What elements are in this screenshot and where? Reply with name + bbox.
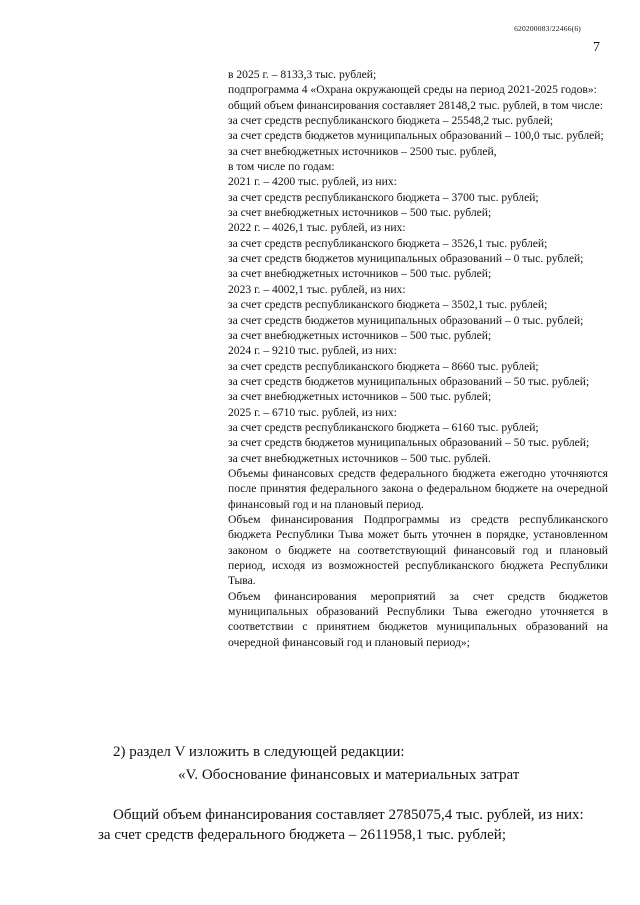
note-republican-budget: Объем финансирования Подпрограммы из средств республиканского бюджета Республики Тыва может быть уточнен в порядке, установленном законом о бюджете на соответствующий финансовый год и плановый период, исходя из возможностей республиканского бюджета Республики Тыва.: [228, 512, 608, 588]
year-2023-total: 2023 г. – 4002,1 тыс. рублей, из них:: [228, 282, 406, 296]
year-2025-total: 2025 г. – 6710 тыс. рублей, из них:: [228, 405, 397, 419]
line-by-years: в том числе по годам:: [228, 160, 335, 174]
document-id: 620200083/22466(6): [514, 24, 581, 33]
total-financing: Общий объем финансирования составляет 2785075,4 тыс. рублей, из них:: [113, 807, 584, 823]
page-number: 7: [593, 40, 600, 55]
line-republican: за счет средств республиканского бюджета – 25548,2 тыс. рублей;: [228, 114, 554, 128]
year-2024-total: 2024 г. – 9210 тыс. рублей, из них:: [228, 344, 397, 358]
amendment-item-2: 2) раздел V изложить в следующей редакции:: [113, 744, 405, 760]
year-2022-republican: за счет средств республиканского бюджета – 3526,1 тыс. рублей;: [228, 236, 548, 250]
line-2025-total: в 2025 г. – 8133,3 тыс. рублей;: [228, 68, 377, 81]
year-2023-republican: за счет средств республиканского бюджета – 3502,1 тыс. рублей;: [228, 298, 548, 312]
year-2025-republican: за счет средств республиканского бюджета – 6160 тыс. рублей;: [228, 420, 539, 434]
year-2021-total: 2021 г. – 4200 тыс. рублей, из них:: [228, 175, 397, 189]
year-2022-extrabudget: за счет внебюджетных источников – 500 тыс. рублей;: [228, 267, 492, 281]
subprogram-4-title: подпрограмма 4 «Охрана окружающей среды на период 2021-2025 годов»:: [228, 83, 597, 97]
year-2021-republican: за счет средств республиканского бюджета – 3700 тыс. рублей;: [228, 190, 539, 204]
year-2024-republican: за счет средств республиканского бюджета – 8660 тыс. рублей;: [228, 359, 539, 373]
year-2021-extrabudget: за счет внебюджетных источников – 500 тыс. рублей;: [228, 206, 492, 220]
line-municipal: за счет средств бюджетов муниципальных образований – 100,0 тыс. рублей;: [228, 129, 604, 143]
year-2024-extrabudget: за счет внебюджетных источников – 500 тыс. рублей;: [228, 390, 492, 404]
year-2023-municipal: за счет средств бюджетов муниципальных образований – 0 тыс. рублей;: [228, 313, 584, 327]
year-2024-municipal: за счет средств бюджетов муниципальных образований – 50 тыс. рублей;: [228, 374, 590, 388]
year-2025-extrabudget: за счет внебюджетных источников – 500 тыс. рублей.: [228, 451, 491, 465]
note-federal-budget: Объемы финансовых средств федерального бюджета ежегодно уточняются после принятия федерального закона о федеральном бюджете на очередной финансовый год и на плановый период.: [228, 466, 608, 511]
federal-financing: за счет средств федерального бюджета – 2611958,1 тыс. рублей;: [98, 827, 506, 843]
line-extrabudget: за счет внебюджетных источников – 2500 тыс. рублей,: [228, 144, 497, 158]
section-v-title: «V. Обоснование финансовых и материальных затрат: [178, 767, 520, 783]
financing-block: [228, 67, 608, 650]
year-2025-municipal: за счет средств бюджетов муниципальных образований – 50 тыс. рублей;: [228, 436, 590, 450]
note-municipal-budget: Объем финансирования мероприятий за счет средств бюджетов муниципальных образований Республики Тыва ежегодно уточняется в соответствии с принятием бюджетов муниципальных образований на очередной финансовый год и плановый период»;: [228, 589, 608, 649]
year-2023-extrabudget: за счет внебюджетных источников – 500 тыс. рублей;: [228, 328, 492, 342]
year-2022-municipal: за счет средств бюджетов муниципальных образований – 0 тыс. рублей;: [228, 252, 584, 266]
year-2022-total: 2022 г. – 4026,1 тыс. рублей, из них:: [228, 221, 406, 235]
subprogram-total: общий объем финансирования составляет 28148,2 тыс. рублей, в том числе:: [228, 98, 603, 112]
